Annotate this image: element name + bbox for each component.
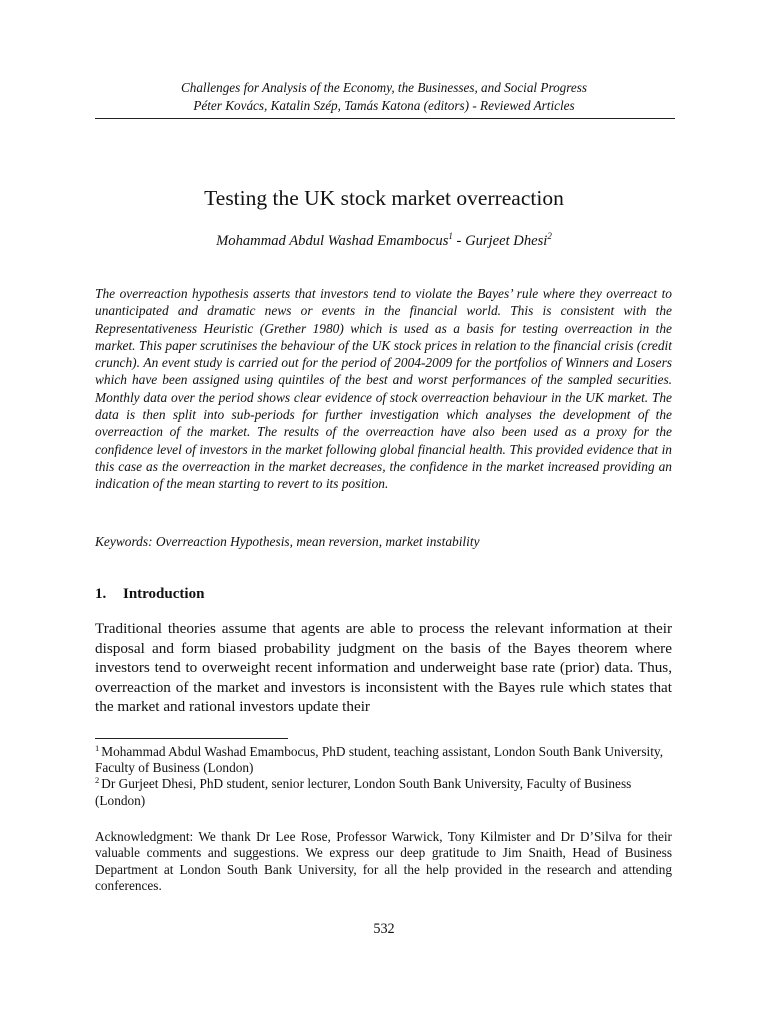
acknowledgment: Acknowledgment: We thank Dr Lee Rose, Professor Warwick, Tony Kilmister and Dr D’Silva for their valuable comments and suggestions. We express our deep gratitude to Jim Snaith, Head of Business Department at London South Bank University, for all the help provided in the research and attending conferences. <box>95 829 672 894</box>
author-2-name: Gurjeet Dhesi <box>465 233 548 249</box>
footnote-1-text: Mohammad Abdul Washad Emambocus, PhD student, teaching assistant, London South Bank University, Faculty of Business (London) <box>95 744 664 776</box>
page-number: 532 <box>373 921 395 937</box>
abstract: The overreaction hypothesis asserts that investors tend to violate the Bayes’ rule where they overreact to unanticipated and dramatic news or events in the financial world. This is consistent with the Representativeness Heuristic (Grether 1980) which is used as a basis for testing overreaction in the market. This paper scrutinises the behaviour of the UK stock prices in relation to the financial crisis (credit crunch). An event study is carried out for the period of 2004-2009 for the portfolios of Winners and Losers which have been assigned using quintiles of the best and worst performances of the sampled securities. Monthly data over the period shows clear evidence of stock overreaction behaviour in the UK market. The data is then split into sub-periods for further investigation which analyses the development of the overreaction of the market. The results of the overreaction have also been used as a proxy for the confidence level of investors in the market following global financial health. This provided evidence that in this case as the overreaction in the market decreases, the confidence in the market increased providing an indication of the mean starting to revert to its position. <box>95 286 672 492</box>
section-title: Introduction <box>123 586 205 602</box>
footnote-divider <box>95 738 288 739</box>
running-header-line-1: Challenges for Analysis of the Economy, the Businesses, and Social Progress <box>180 80 588 95</box>
introduction-paragraph: Traditional theories assume that agents are able to process the relevant information at their disposal and form biased probability judgment on the basis of the Bayes theorem where investors tend to overweight recent information and underweight base rate (prior) data. Thus, overreaction of the market and investors is inconsistent with the Bayes rule which states that the market and rational investors update their <box>95 620 672 716</box>
section-heading-introduction <box>95 584 204 604</box>
author-1-footnote-mark: 1 <box>448 231 453 241</box>
keywords: Keywords: Overreaction Hypothesis, mean reversion, market instability <box>95 534 480 549</box>
footnote-2-text: Dr Gurjeet Dhesi, PhD student, senior lecturer, London South Bank University, Faculty of Business (London) <box>95 776 632 808</box>
running-header <box>95 79 673 115</box>
paper-title: Testing the UK stock market overreaction <box>204 186 564 210</box>
footnotes <box>95 744 672 809</box>
author-1-name: Mohammad Abdul Washad Emambocus <box>216 233 449 249</box>
section-number: 1. <box>95 586 107 602</box>
author-line <box>95 231 673 251</box>
running-header-line-2: Péter Kovács, Katalin Szép, Tamás Katona (editors) - Reviewed Articles <box>193 98 575 113</box>
author-separator: - <box>452 233 466 249</box>
header-divider <box>95 118 675 119</box>
footnote-2 <box>95 776 672 808</box>
footnote-1-mark: 1 <box>95 743 100 753</box>
footnote-1 <box>95 744 672 776</box>
footnote-2-mark: 2 <box>95 775 100 786</box>
author-2-footnote-mark: 2 <box>547 231 552 241</box>
